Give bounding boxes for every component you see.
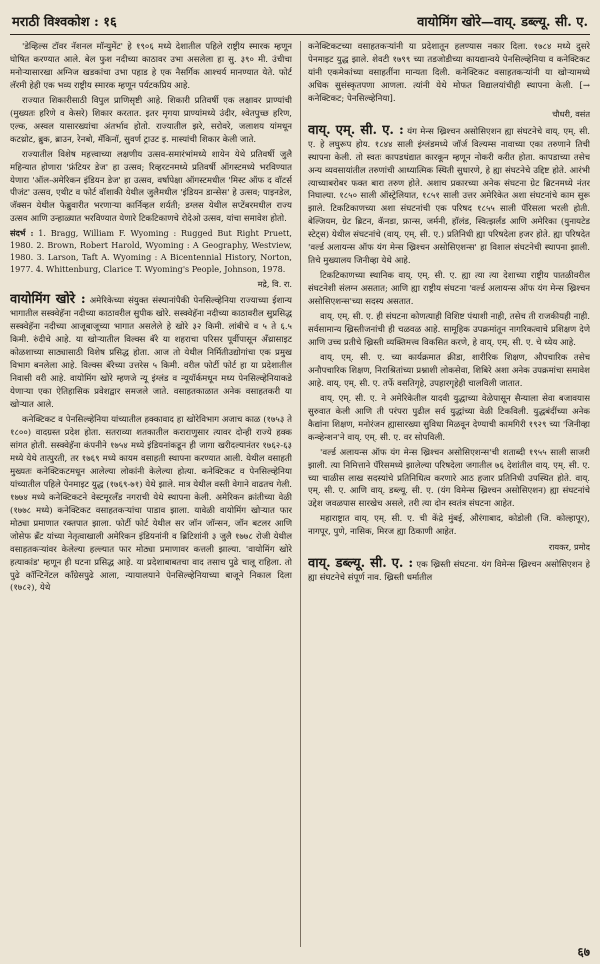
entry-text: एक ख्रिस्ती संघटना. यंग विमेन्स ख्रिश्चन असोसिएशन हे ह्या संघटनेचे संपूर्ण नाव. ख्रिस्ती धर्मातील	[308, 560, 590, 584]
references	[10, 228, 292, 275]
paragraph-aims: वाय्. एम्. सी. ए. ही संघटना कोणत्याही विशिष्ट पंथाशी नाही, तसेच ती राजकीयही नाही. सर्वसामान्य ख्रिस्तीजनांची ही चळवळ आहे. सामूहिक उपक्रमांतून नागरिकत्वाचे प्रशिक्षण देणे आणि उच्च प्रतीचे ख्रिस्ती व्यक्तिमत्त्व विकसित करणे, हे वाय्. एम्. सी. ए. चे ध्येय आहे.	[308, 312, 590, 348]
paragraph-national-bodies: टिकटिकाणच्या स्थानिक वाय्. एम्. सी. ए. ह्या त्या त्या देशाच्या राष्ट्रीय पातळीवरील संघटनेशी संलग्न असतात; आणि ह्या राष्ट्रीय संघटना 'वर्ल्ड अलायन्स ऑफ यंग मेन्स ख्रिश्चन असोसिएशन्स'च्या सदस्य असतात.	[308, 271, 590, 308]
column-divider	[300, 41, 301, 947]
entry-text: यंग मेन्स ख्रिश्चन असोसिएशन ह्या संघटनेचे वाय्. एम्. सी. ए. हे लघुरूप होय. १८४४ साली इंग्लंडमध्ये जॉर्ज विल्यम्स नावाच्या एका तरुणाने तिची स्थापना केली. तो स्वतः कापडधंद्यात कारकून म्हणून नोकरी करीत होता. कापडाच्या तसेच अन्य व्यवसायांतील तरुणांची आध्यात्मिक स्थिती सुधारणे, हे ह्या संघटनेचे उद्दिष्ट होते. आरंभी त्याच्याबरोबर फक्त बारा तरुण होते. अशाच प्रकारच्या अनेक संघटना ग्रेट ब्रिटनमध्ये नंतर निघाल्या. १८५० साली ऑस्ट्रेलियात, १८५१ साली उत्तर अमेरिकेत अशा संघटनांचे काम सुरू झाले. टिकटिकाणच्या अशा संघटनांची एक परिषद १८५५ साली पॅरिसला भरली होती. बेल्जियम, ग्रेट ब्रिटन, कॅनडा, फ्रान्स, जर्मनी, हॉलंड, स्वित्झर्लंड आणि अमेरिका (युनायटेड स्टेट्स) येथील संघटनांचे (वाय्. एम्. सी. ए.) प्रतिनिधी ह्या परिषदेला हजर होते. ह्या परिषदेत 'वर्ल्ड अलायन्स ऑफ यंग मेन्स ख्रिश्चन असोसिएशन्स' हा विशाल संघटनेची स्थापना झाली. तिचे मुख्यालय जिनीव्हा येथे आहे.	[308, 126, 590, 267]
paragraph-history: कनेक्टिकट व पेनसिल्व्हेनिया यांच्यातील हक्कावाद हा खोरेविभाग अजाच काळ (१७५३ ते १८००) वादग्रस्त प्रदेश होता. सतराव्या शतकातील कराराणुसार त्यावर दोन्ही राज्ये हक्क सांगत होती. सस्क्वेहॅना कंपनीने १७५४ मध्ये इंडियनांकडून ही जागा खरीदल्यानंतर १७६२-६३ मध्ये येथे तात्पुरती, तर १७६९ मध्ये कायम वसाहती स्थापना करण्यात आली. येथील वसाहती मुख्यतः कनेक्टिकटमधून आलेल्या लोकांनी केलेल्या होत्या. कनेक्टिकट व पेनसिल्व्हेनिया यांच्यातील पहिले पेनमाइट युद्ध (१७६९-७१) येथे झाले. मात्र येथील वस्ती वेगाने वाढतच गेली. १७७४ मध्ये कनेक्टिकटने वेस्टमूरलँड नगराची येथे स्थापना केली. अमेरिकन क्रांतीच्या वेळी (१७७८ मध्ये) कनेक्टिकट वसाहतकऱ्यांचा पाडाव झाला. यावेळी वायोमिंग खोऱ्यात फार मोठ्या प्रमाणात रक्तपात झाला. फोर्टी फोर्ट येथील सर जॉन जॉन्सन, जॉन बटलर आणि जोसेफ ब्रँट यांच्या नेतृत्वाखाली अमेरिकन इंडियनांनी व ब्रिटिशांनी ३ जुलै १७७८ रोजी येथील वसाहतकऱ्यांवर केलेल्या हल्ल्यात फार मोठ्या प्रमाणावर कत्तली झाल्या. 'वायोमिंग खोरे हत्याकांड' म्हणून ही घटना प्रसिद्ध आहे. या प्रदेशाबाबतचा वाद तसाच पुढे चालू राहिला. तो पुढे कॉन्टिनेंटल कॉंग्रेसपुढे आला, न्यायालयाने पेनसिल्व्हेनियाच्या बाजूने निकाल दिला (१७८२), येथे	[10, 415, 292, 594]
left-column	[10, 41, 292, 947]
entry-title: वायोमिंग खोरे :	[10, 292, 86, 308]
paragraph-continuation: कनेक्टिकटच्या वसाहतकऱ्यांनी या प्रदेशातून हलण्यास नकार दिला. १७८४ मध्ये दुसरे पेनमाइट युद्ध झाले. शेवटी १७९९ च्या तडजोडीच्या कायद्यान्वये पेनसिल्व्हेनिया व कनेक्टिकट यांनी एकमेकांच्या वसाहतींना मान्यता दिली. कनेक्टिकट वसाहतकऱ्यांनी या खोऱ्यामध्ये अधिक सुसंस्कृतपणा आणला. त्यांनी येथे मोफत विद्यालयांचीही स्थापना केली. [→ कनेक्टिकट; पेनसिल्व्हेनिया].	[308, 42, 590, 104]
paragraph-war-service: वाय्. एम्. सी. ए. ने अमेरिकेतील यादवी युद्धाच्या वेळेपासून सैन्याला सेवा बजावयास सुरुवात केली आणि ती परंपरा पुढील सर्व युद्धांच्या वेळी टिकविली. युद्धबंदींच्या अनेक कैद्यांना शिक्षण, मनोरंजन ह्यासारख्या सुविधा मिळवून देण्याची कामगिरी १९२९ च्या 'जिनीव्हा कन्व्हेन्शन'ने वाय्. एम्. सी. ए. वर सोपविली.	[308, 393, 590, 443]
right-column	[308, 41, 590, 947]
paragraph-devils-tower: 'डेव्हिल्स टॉवर नॅशनल मॉन्युमेंट' हे १९०६ मध्ये देशातील पहिले राष्ट्रीय स्मारक म्हणून घोषित करण्यात आले. बेल फुश नदीच्या काठावर उभा असलेला हा सु. ३९० मी. उंचीचा मनोऱ्यासारखा अग्निज खडकांचा उभा पहाड हे एक नैसर्गिक आश्चर्य मानण्यात येते. फोर्ट लॅरमी हेही एक भव्य राष्ट्रीय स्मारक म्हणून पर्यटकप्रिय आहे.	[10, 42, 292, 91]
entry-text: अमेरिकेच्या संयुक्त संस्थानांपैकी पेनसिल्व्हेनिया राज्याच्या ईशान्य भागातील सस्क्वेहॅना नदीच्या काठावरील सुपीक खोरे. सस्क्वेहॅना नदीच्या काठावरील सुप्रसिद्ध सस्क्वेहॅना नदीच्या आजूबाजूच्या भागात असलेले हे खोरे ३२ किमी. लांबीचे व ५ ते ६.५ किमी. रुंदीचे आहे. या खोऱ्यातील विल्क्स बॅरे या शहराचा परिसर पूर्वीपासून अँथ्रासाइट कोळशाच्या साठ्यासाठी विशेष प्रसिद्ध होता. आज तो येथील निर्मितीउद्योगांचा एक प्रमुख विभाग बनलेला आहे. विल्क्स बॅरेच्या उत्तरेस ५ किमी. वरील फोर्टी फोर्ट हा या प्रदेशातील निवासी वरी आहे. वायोमिंग खोरे म्हणजे न्यू इंग्लंड व न्यूयॉर्कमधून मध्य पेनसिल्व्हेनियाकडे येणाऱ्या एका ऐतिहासिक प्रवेशद्वार समजले जाते. वसाहतकाळात अनेक वसाहतकरी या खोऱ्यात आले.	[10, 296, 292, 411]
paragraph-programs: वाय्. एम्. सी. ए. च्या कार्यक्रमात क्रीडा, शारीरिक शिक्षण, औपचारिक तसेच अनौपचारिक शिक्षण, निराश्रितांच्या प्रश्नाशी लोकसेवा, शिबिरे अशा अनेक उपक्रमांचा समावेश आहे. वाय्. एम्. सी. ए. तर्फे वसतिगृहे, उपहारगृहेही चालविली जातात.	[308, 352, 590, 389]
references-text: 1. Bragg, William F. Wyoming : Rugged But Right Pruett, 1980. 2. Brown, Robert Harold, Wyoming : A Geography, Westview, 1980. 3. Larson, Taft A. Wyoming : A Bicentennial History, Norton, 1977. 4. Whittenburg, Clarice T. Wyoming's People, Johnson, 1978.	[10, 228, 292, 274]
author-signature: मद्रे, वि. रा.	[257, 278, 292, 289]
running-head-right: वायोमिंग खोरे—वाय्. डब्ल्यू. सी. ए.	[417, 15, 588, 30]
text-columns	[10, 41, 590, 947]
paragraph-centenary: 'वर्ल्ड अलायन्स ऑफ यंग मेन्स ख्रिश्चन असोसिएशन्स'ची शताब्दी १९५५ साली साजरी झाली. त्या निमित्ताने पॅरिसमध्ये झालेल्या परिषदेला जगातील ७६ देशांतील वाय्. एम्. सी. ए. च्या चाळीस लाख सदस्यांचे प्रतिनिधित्व करणारे आठ हजार प्रतिनिधी उपस्थित होते. वाय्. एम्. सी. ए. आणि वाय्. डब्ल्यू. सी. ए. (यंग विमेन्स ख्रिश्चन असोसिएशन) ह्या संघटनांचे उद्देश जवळपास सारखेच असले, तरी त्या दोन स्वतंत्र संघटना आहेत.	[308, 447, 590, 510]
author-signature: रायकर, प्रमोद	[548, 542, 590, 553]
running-head-left: मराठी विश्वकोश : १६	[12, 15, 117, 30]
entry-title: वाय्. एम्. सी. ए. :	[308, 122, 404, 138]
author-signature: चौधरी, वसंत	[552, 108, 590, 119]
page-number: ६७	[577, 945, 590, 959]
paragraph-maharashtra: महाराष्ट्रात वाय्. एम्. सी. ए. ची केंद्रे मुंबई, औरंगाबाद, कोडोली (जि. कोल्हापूर), नागपूर, पुणे, नासिक, मिरज ह्या ठिकाणी आहेत.	[308, 514, 590, 538]
paragraph-festivals: राज्यातील विशेष महत्त्वाच्या लक्षणीय उत्सव-समारंभांमध्ये शायेन येथे प्रतिवर्षी जुलै महिन्यात होणारा 'फ्रंटियर डेज' हा उत्सव; रिव्हरटनमध्ये प्रतिवर्षी ऑगस्टमध्ये भरविण्यात येणारा 'ऑल-अमेरिकन इंडियन डेज' हा उत्सव, वर्षांपेक्षा ऑगस्टमधील 'मिस्ट ऑफ द वॉटर्स पीजंट' उत्सव, एथीट व फोर्ट वॉशाकी येथील जुलैमधील 'इंडियन डान्सेस' हे उत्सव; पाइनडेल, जॅक्सन येथील फेब्रुवारीत भरणाऱ्या कार्निव्हल शर्यती; डग्लस येथील सप्टेंबरमधील राज्य उत्सव आणि उन्हाळ्यात भरविण्यात येणारे टिकटिकाणचे रोदेओ उत्सव, यांचा समावेश होतो.	[10, 149, 292, 225]
entry-ywca	[308, 558, 590, 585]
page-header	[10, 10, 590, 35]
references-label: संदर्भ :	[10, 228, 34, 239]
entry-wyoming-valley	[10, 294, 292, 412]
paragraph-hunting: राज्यात शिकारीसाठी विपुल प्राणिसृष्टी आहे. शिकारी प्रतिवर्षी एक लक्षावर प्राण्यांची (मुख्यतः हरिणे व केसरे) शिकार करतात. इतर मृगया प्राण्यांमध्ये उंदीर, श्वेतपुच्छ हरिण, एल्क, अस्वल यासारख्यांचा अंतर्भाव होतो. राज्यातील झरे, सरोवरे, जलाशय यांमधून कटथ्रोट, ब्रुक, ब्राउन, रेनबो, मॅकिनॉ, सुवर्ण ट्राउट इ. मास्यांची शिकार केली जाते.	[10, 95, 292, 145]
entry-ymca	[308, 122, 590, 268]
entry-title: वाय्. डब्ल्यू. सी. ए. :	[308, 556, 414, 572]
